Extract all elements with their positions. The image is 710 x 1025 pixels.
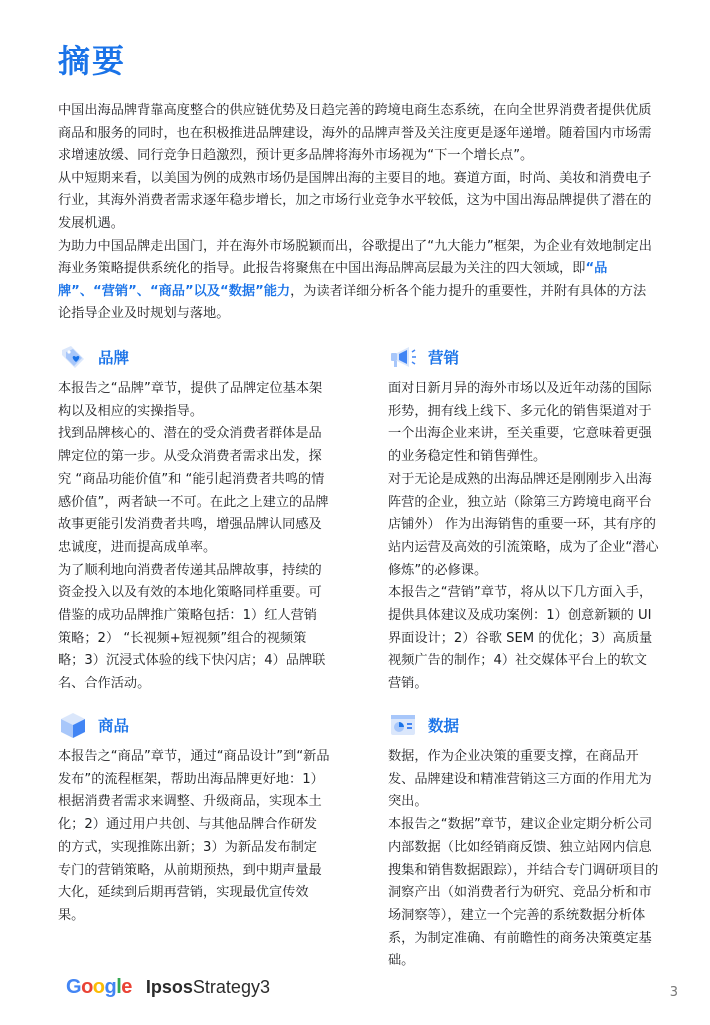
page-number: 3 (669, 985, 678, 1000)
section-body (58, 378, 330, 696)
tag-heart-icon (58, 342, 88, 372)
section-marketing (388, 342, 660, 696)
section-paragraph: 本报告之“品牌”章节，提供了品牌定位基本架构以及相应的实操指导。 (58, 381, 323, 419)
section-paragraph: 面对日新月异的海外市场以及近年动荡的国际形势，拥有线上线下、多元化的销售渠道对于一个出海企业来讲，至关重要，它意味着更强的业务稳定性和销售弹性。 (388, 381, 652, 465)
section-paragraph: 本报告之“商品”章节，通过“商品设计”到“新品发布”的流程框架，帮助出海品牌更好地：1）根据消费者需求来调整、升级商品，实现本土化；2）通过用户共创、与其他品牌合作研发的方式，实现推陈出新；3）为新品发布制定专门的营销策略，从前期预热，到中期声量最大化，延续到后期再营销，实现最优宣传效果。 (58, 749, 330, 923)
section-header (58, 342, 330, 372)
intro-paragraph (58, 236, 652, 326)
section-header (58, 710, 330, 740)
section-paragraph: 对于无论是成熟的出海品牌还是刚刚步入出海阵营的企业，独立站（除第三方跨境电商平台店铺外） 作为出海销售的重要一环，其有序的站内运营及高效的引流策略，成为了企业“潜心修炼”的必修课。 (388, 471, 659, 578)
intro-text (58, 100, 652, 326)
section-brand (58, 342, 330, 696)
section-header (388, 710, 660, 740)
section-paragraph: 为了顺利地向消费者传递其品牌故事，持续的资金投入以及有效的本地化策略同样重要。可借鉴的成功品牌推广策略包括：1）红人营销策略；2） “长视频+短视频”组合的视频策略；3）沉浸式体验的线下快闪店；4）品牌联名、合作活动。 (58, 562, 326, 692)
megaphone-icon (388, 342, 418, 372)
intro-paragraph: 中国出海品牌背靠高度整合的供应链优势及日趋完善的跨境电商生态系统，在向全世界消费者提供优质商品和服务的同时，也在积极推进品牌建设，海外的品牌声誉及关注度更是逐年递增。随着国内市场需求增速放缓、同行竞争日趋激烈，预计更多品牌将海外市场视为“下一个增长点”。 (58, 103, 652, 164)
section-paragraph: 数据，作为企业决策的重要支撑，在商品开发、品牌建设和精准营销这三方面的作用尤为突出。 (388, 749, 652, 810)
intro-text-segment: ，为读者详细分析各个能力提升的重要性，并附有具体的方法论指导企业及时规划与落地。 (58, 283, 647, 322)
section-body (388, 746, 660, 973)
section-body (58, 746, 330, 928)
section-paragraph: 本报告之“营销”章节，将从以下几方面入手，提供具体建议及成功案例：1）创意新颖的 UI 界面设计；2）谷歌 SEM 的优化；3）高质量视频广告的制作；4）社交媒体平台上的软文营销。 (388, 585, 653, 692)
page-title: 摘要 (58, 42, 127, 80)
section-title: 营销 (428, 349, 460, 367)
section-body (388, 378, 660, 696)
google-logo: Google (66, 976, 132, 998)
ipsos-strategy3-logo: IpsosStrategy3 (145, 977, 270, 997)
intro-paragraph: 从中短期来看，以美国为例的成熟市场仍是国牌出海的主要目的地。赛道方面，时尚、美妆和消费电子行业，其海外消费者需求逐年稳步增长，加之市场行业竞争水平较低，这为中国出海品牌提供了潜在的发展机遇。 (58, 170, 652, 231)
section-paragraph: 找到品牌核心的、潜在的受众消费者群体是品牌定位的第一步。从受众消费者需求出发，探究 “商品功能价值”和 “能引起消费者共鸣的情感价值”，两者缺一不可。在此之上建立的品牌故事更能引发消费者共鸣，增强品牌认同感及忠诚度，进而提高成单率。 (58, 426, 329, 555)
intro-text-segment: 为助力中国品牌走出国门，并在海外市场脱颖而出，谷歌提出了“九大能力”框架，为企业有效地制定出海业务策略提供系统化的指导。此报告将聚焦在中国出海品牌高层最为关注的四大领域，即 (58, 238, 652, 277)
chart-window-icon (388, 710, 418, 740)
section-product (58, 710, 330, 928)
section-data (388, 710, 660, 973)
section-title: 数据 (428, 717, 460, 735)
cube-icon (58, 710, 88, 740)
intro-highlight: “品牌”、“营销”、“商品”以及“数据”能力 (58, 261, 608, 299)
footer-logos (66, 976, 270, 999)
section-title: 品牌 (98, 349, 130, 367)
section-paragraph: 本报告之“数据”章节，建议企业定期分析公司内部数据（比如经销商反馈、独立站网内信息搜集和销售数据跟踪），并结合专门调研项目的洞察产出（如消费者行为研究、竞品分析和市场洞察等），建立一个完善的系统数据分析体系，为制定准确、有前瞻性的商务决策奠定基础。 (388, 817, 659, 969)
section-header (388, 342, 660, 372)
section-title: 商品 (98, 717, 130, 735)
